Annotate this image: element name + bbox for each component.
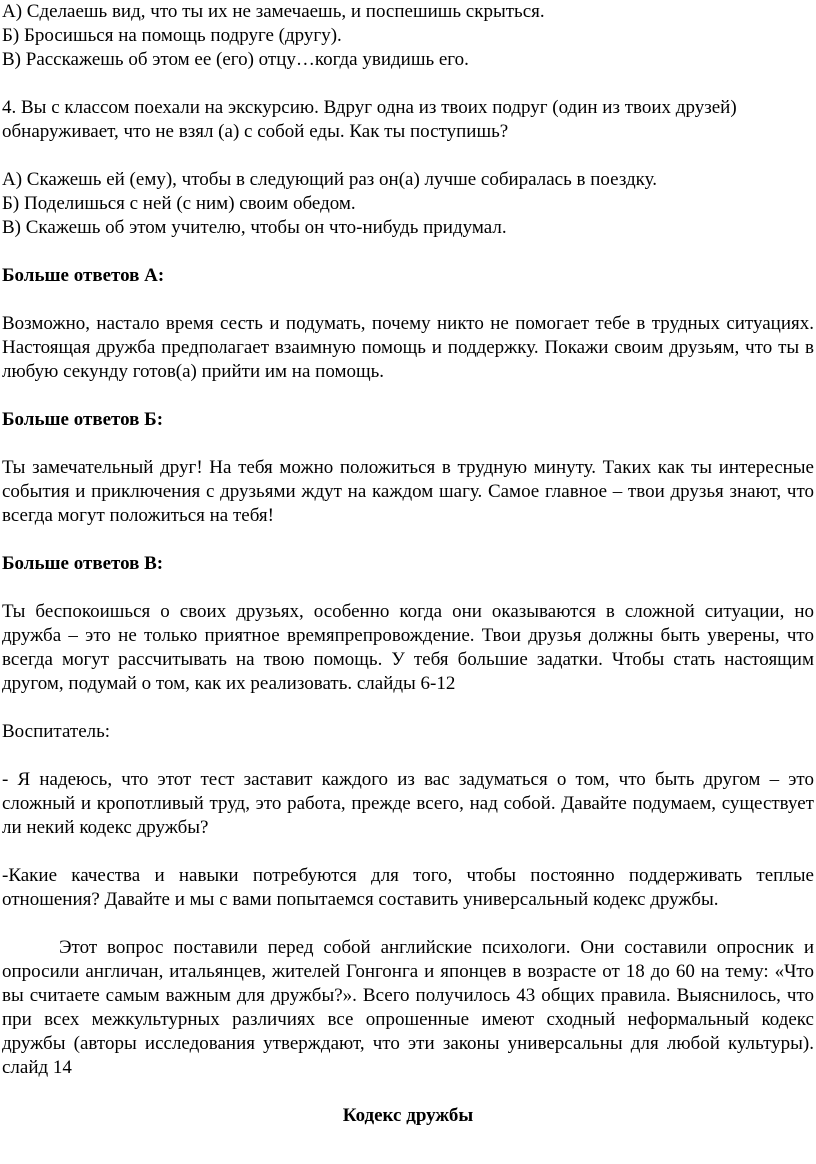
speech-paragraph-1: - Я надеюсь, что этот тест заставит каждого из вас задуматься о том, что быть другом – это сложный и кропотливый труд, это работа, прежде всего, над собой. Давайте подумаем, существует ли некий кодекс дружбы? — [2, 769, 814, 838]
speaker-label: Воспитатель: — [2, 721, 111, 742]
q3-option-c: В) Расскажешь об этом ее (его) отцу…когда увидишь его. — [2, 49, 469, 70]
result-a-heading: Больше ответов А: — [2, 265, 165, 286]
question-4: 4. Вы с классом поехали на экскурсию. Вдруг одна из твоих подруг (один из твоих друзей) обнаруживает, что не взял (а) с собой еды. Как ты поступишь? — [2, 97, 737, 142]
section-title: Кодекс дружбы — [342, 1105, 474, 1126]
q3-option-b: Б) Бросишься на помощь подруге (другу). — [2, 25, 342, 46]
research-paragraph: Этот вопрос поставили перед собой английские психологи. Они составили опросник и опросили англичан, итальянцев, жителей Гонгонга и японцев в возрасте от 18 до 60 на тему: «Что вы считаете самым важным для дружбы?». Всего получилось 43 общих правила. Выяснилось, что при всех межкультурных различиях все опрошенные имеют сходный неформальный кодекс дружбы (авторы исследования утверждают, что эти законы универсальны для любой культуры). слайд 14 — [2, 937, 814, 1078]
q4-option-b: Б) Поделишься с ней (с ним) своим обедом. — [2, 193, 356, 214]
speech-paragraph-2: -Какие качества и навыки потребуются для того, чтобы постоянно поддерживать теплые отношения? Давайте и мы с вами попытаемся составить универсальный кодекс дружбы. — [2, 865, 814, 910]
result-c-heading: Больше ответов В: — [2, 553, 164, 574]
result-b-text: Ты замечательный друг! На тебя можно положиться в трудную минуту. Таких как ты интересные события и приключения с друзьями ждут на каждом шагу. Самое главное – твои друзья знают, что всегда могут положиться на тебя! — [2, 457, 814, 526]
q4-option-a: А) Скажешь ей (ему), чтобы в следующий раз он(а) лучше собиралась в поездку. — [2, 169, 657, 190]
result-b-heading: Больше ответов Б: — [2, 409, 164, 430]
q3-option-a: А) Сделаешь вид, что ты их не замечаешь, и поспешишь скрыться. — [2, 1, 545, 22]
result-c-text: Ты беспокоишься о своих друзьях, особенно когда они оказываются в сложной ситуации, но дружба – это не только приятное времяпрепровождение. Твои друзья должны быть уверены, что всегда могут рассчитывать на твою помощь. У тебя большие задатки. Чтобы стать настоящим другом, подумай о том, как их реализовать. слайды 6-12 — [2, 601, 814, 694]
q4-option-c: В) Скажешь об этом учителю, чтобы он что-нибудь придумал. — [2, 217, 507, 238]
result-a-text: Возможно, настало время сесть и подумать, почему никто не помогает тебе в трудных ситуациях. Настоящая дружба предполагает взаимную помощь и поддержку. Покажи своим друзьям, что ты в любую секунду готов(а) прийти им на помощь. — [2, 313, 814, 382]
